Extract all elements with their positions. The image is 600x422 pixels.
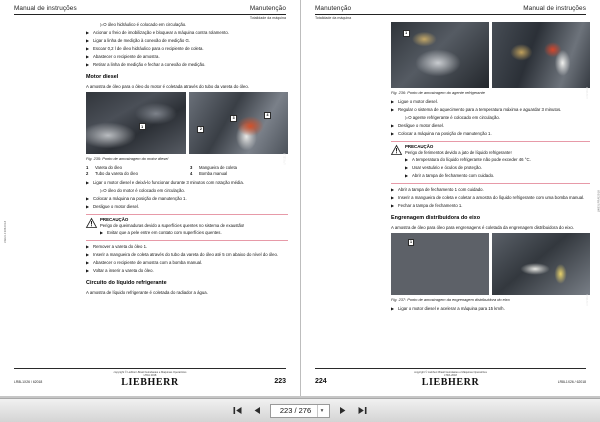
bullet-list-after-caution-right xyxy=(391,187,590,208)
bullet-text: Ligar a linha de medição à conexão de medição G. xyxy=(93,38,190,43)
bullet-marker: ▶ xyxy=(391,202,395,208)
bullet-text: Desligue o motor diesel. xyxy=(398,123,445,128)
bullet-text: Abrir a tampa de fechamento 1 com cuidado. xyxy=(398,186,484,192)
header-rule xyxy=(14,14,286,15)
list-item xyxy=(86,54,288,59)
copyright-line-1: copyright © Liebherr-Brasil Guindastes e Máquinas Operatrizes xyxy=(414,371,487,374)
caution-box-left-page xyxy=(86,214,288,240)
figure-caption-236: Fig. 236: Ponto de amostragem do agente refrigerante xyxy=(391,90,485,95)
bullet-marker: ▷ xyxy=(405,115,409,121)
bullet-marker: ▶ xyxy=(405,172,409,178)
list-item xyxy=(391,187,590,192)
list-item xyxy=(86,180,288,185)
legend-item xyxy=(190,171,288,176)
list-item xyxy=(86,260,288,265)
motor-diesel-photo-left xyxy=(86,92,186,154)
copyright-line-2: LTDA 2018 xyxy=(143,374,157,378)
bullet-text: Voltar a inserir a vareta do óleo. xyxy=(93,267,154,273)
callout-2: 2 xyxy=(197,126,204,133)
running-header-left-page xyxy=(14,5,286,12)
agente-refrigerante-photo-right xyxy=(492,22,590,99)
photo-reference-code: LFR/10120 xyxy=(586,86,589,99)
running-subheader-right-page: Totalidade da máquina xyxy=(315,15,352,20)
bullet-list-hydraulic xyxy=(86,22,288,67)
list-item xyxy=(86,188,288,193)
viewer-toolbar xyxy=(0,398,600,422)
bullet-marker: ▶ xyxy=(391,306,395,312)
section-intro-coolant-circuit: A amostra de líquido refrigerante é coletada do radiador a água. xyxy=(86,289,208,295)
footer-rule xyxy=(14,368,286,369)
next-page-icon[interactable] xyxy=(335,403,350,418)
running-header-right-page xyxy=(315,5,586,12)
bullet-text: A temperatura do líquido refrigerante não pode exceder 46 °C. xyxy=(412,156,531,162)
liebherr-logo: LIEBHERR xyxy=(121,377,179,388)
bullet-text: Usar vestuário e óculos de proteção. xyxy=(412,164,482,170)
content-column-right xyxy=(391,20,590,314)
running-header-right-text: Manutenção xyxy=(249,5,286,12)
copyright-line-1: copyright © Liebherr-Brasil Guindastes e Máquinas Operatrizes xyxy=(113,371,187,374)
list-item xyxy=(405,157,590,162)
bullet-text: Desligue o motor diesel. xyxy=(93,203,140,209)
callout-1: 1 xyxy=(408,239,415,246)
bullet-marker: ▶ xyxy=(391,107,395,113)
list-item xyxy=(391,99,590,104)
document-number-left: LR8L1X26 / 62018 xyxy=(14,380,43,384)
bullet-marker: ▶ xyxy=(391,194,395,200)
bullet-text: Abastecer o recipiente de amostra com a bomba manual. xyxy=(93,259,203,265)
caution-text: Perigo de queimaduras devido a superfícies quentes no sistema de exaustão! xyxy=(100,222,245,228)
list-item xyxy=(86,204,288,209)
running-header-right-text: Manual de instruções xyxy=(523,5,586,12)
legend-label: Mangueira de coleta xyxy=(199,165,237,171)
agente-refrigerante-photo-left xyxy=(391,22,489,88)
pdf-page-left[interactable] xyxy=(0,0,300,396)
pdf-page-right[interactable] xyxy=(300,0,600,396)
section-heading-axle-gear: Engrenagem distribuidora do eixo xyxy=(391,215,481,222)
bullet-text: Remover a vareta do óleo 1. xyxy=(93,243,148,249)
first-page-icon[interactable] xyxy=(230,403,245,418)
list-item xyxy=(405,165,590,170)
bullet-text: Inserir a mangueira de coleta e coletar a amostra do líquido refrigerante com uma bomba manual. xyxy=(398,194,585,200)
page-footer-left xyxy=(14,368,286,389)
bullet-text: Regular o sistema de aquecimento para a temperatura máxima e aguardar 3 minutos. xyxy=(398,107,562,112)
bullet-text: O óleo do motor é colocado em circulação. xyxy=(103,187,185,193)
page-footer-right xyxy=(315,368,586,389)
bullet-text: O agente refrigerante é colocado em circulação. xyxy=(408,115,500,120)
list-item xyxy=(391,306,590,311)
figure-caption-235: Fig. 235: Ponto de amostragem do motor diesel xyxy=(86,156,169,162)
side-document-code-right: LWE/LFR/62018 xyxy=(597,190,600,213)
bullet-list-after-figure-235 xyxy=(86,180,288,209)
chevron-down-icon[interactable]: ▾ xyxy=(317,405,326,417)
engrenagem-distribuidora-photo-right xyxy=(492,233,590,306)
bullet-text: Fechar a tampa de fechamento 1. xyxy=(398,202,463,208)
section-heading-motor-diesel: Motor diesel xyxy=(86,74,119,81)
copyright-line-2: LTDA 2018 xyxy=(444,374,457,378)
caution-title: PRECAUÇÃO xyxy=(405,144,434,150)
bullet-marker: ▶ xyxy=(100,229,104,235)
caution-text: Perigo de ferimentos devido a jato de líquido refrigerante! xyxy=(405,149,512,155)
page-indicator-value: 223 / 276 xyxy=(279,406,312,415)
bullet-marker: ▶ xyxy=(391,123,395,129)
prev-page-icon[interactable] xyxy=(250,403,265,418)
side-document-code-left: LWE/LFR/62018 xyxy=(4,220,7,243)
engrenagem-distribuidora-photo-left xyxy=(391,233,489,295)
section-intro-axle-gear: A amostra de óleo para óleo para engrenagens é coletada da engrenagem distribuidora do eixo. xyxy=(391,224,574,230)
callout-1: 1 xyxy=(403,30,410,37)
bullet-marker: ▶ xyxy=(86,180,90,185)
bullet-marker: ▶ xyxy=(86,259,90,265)
figure-legend-235 xyxy=(86,165,288,176)
bullet-marker: ▶ xyxy=(391,186,395,192)
callout-4: 4 xyxy=(264,112,271,119)
bullet-text: Ligar o motor diesel e acelerar a máquina para 15 km/h. xyxy=(398,306,505,312)
bullet-marker: ▶ xyxy=(405,164,409,170)
list-item xyxy=(391,123,590,128)
photo-reference-code: LFR/10119 xyxy=(284,152,287,165)
callout-1: 1 xyxy=(139,123,146,130)
motor-diesel-photo-right xyxy=(189,92,289,165)
bullet-text: Retirar a linha de medição e fechar a conexão de medição. xyxy=(93,62,206,67)
bullet-text: Inserir a mangueira de coleta através do tubo da vareta do óleo até 5 cm abaixo do nível do óleo. xyxy=(93,251,279,257)
list-item xyxy=(86,252,288,257)
content-column-left xyxy=(86,22,288,298)
running-header-left-text: Manual de instruções xyxy=(14,5,77,12)
warning-triangle-icon xyxy=(86,218,97,228)
list-item xyxy=(86,46,288,51)
figure-caption-237: Fig. 237: Ponto de amostragem da engrenagem distribuidora do eixo xyxy=(391,297,510,303)
warning-triangle-icon xyxy=(391,145,402,155)
list-item xyxy=(86,244,288,249)
bullet-marker: ▷ xyxy=(100,22,104,28)
list-item xyxy=(100,230,288,235)
caution-title: PRECAUÇÃO xyxy=(100,217,129,223)
bullet-marker: ▶ xyxy=(405,156,409,162)
bullet-marker: ▶ xyxy=(86,267,90,273)
last-page-icon[interactable] xyxy=(355,403,370,418)
list-item xyxy=(86,22,288,27)
legend-label: Vareta do óleo xyxy=(95,165,122,171)
bullet-marker: ▶ xyxy=(391,131,395,137)
running-header-left-text: Manutenção xyxy=(315,5,352,12)
bullet-marker: ▶ xyxy=(86,54,90,60)
list-item xyxy=(391,107,590,112)
caution-bottom-rule xyxy=(391,183,590,184)
bullet-marker: ▶ xyxy=(86,30,90,36)
bullet-text: Ligue o motor diesel. xyxy=(398,99,438,104)
bullet-marker: ▶ xyxy=(86,62,90,68)
list-item xyxy=(86,196,288,201)
bullet-marker: ▶ xyxy=(86,204,90,209)
liebherr-logo: LIEBHERR xyxy=(421,377,480,388)
bullet-marker: ▶ xyxy=(86,46,90,52)
list-item xyxy=(86,38,288,43)
bullet-text: Escoar 0,2 l de óleo hidráulico para o recipiente de coleta. xyxy=(93,46,204,51)
header-rule xyxy=(315,14,586,15)
list-item xyxy=(391,203,590,208)
list-item xyxy=(391,115,590,120)
bullet-text: O óleo hidráulico é colocado em circulação. xyxy=(103,22,187,27)
bullet-text: Colocar a máquina na posição de manutenção 1. xyxy=(93,195,187,201)
bullet-text: Ligar o motor diesel e deixá-lo funcionar durante 3 minutos com rotação média. xyxy=(93,179,244,185)
bullet-marker: ▶ xyxy=(86,38,90,44)
bullet-list-coolant xyxy=(391,99,590,136)
document-number-right: LR8L1X26 / 62018 xyxy=(557,380,586,384)
list-item xyxy=(86,30,288,35)
legend-number: 4 xyxy=(190,170,193,176)
callout-3: 3 xyxy=(230,115,237,122)
caution-box-right-page xyxy=(391,141,590,183)
section-heading-coolant-circuit: Circuito do líquido refrigerante xyxy=(86,280,167,287)
caution-top-rule xyxy=(391,141,590,142)
bullet-marker: ▶ xyxy=(391,99,395,105)
running-subheader-left-page: Totalidade da máquina xyxy=(249,15,286,20)
section-intro-motor-diesel: A amostra de óleo para o óleo do motor é coletada através do tubo da vareta do óleo. xyxy=(86,83,249,89)
bullet-marker: ▶ xyxy=(86,251,90,257)
list-item xyxy=(391,195,590,200)
legend-label: Tubo da vareta do óleo xyxy=(95,170,138,176)
legend-label: Bomba manual xyxy=(199,170,228,176)
bullet-text: Colocar a máquina na posição de manutenção 1. xyxy=(398,131,492,136)
bullet-text: Abrir a tampa de fechamento com cuidado. xyxy=(412,172,495,178)
bullet-marker: ▶ xyxy=(86,196,90,201)
list-item xyxy=(391,131,590,136)
photo-reference-code: LFR/10121 xyxy=(586,293,589,306)
footer-rule xyxy=(315,368,586,369)
bullet-marker: ▶ xyxy=(86,243,90,249)
legend-number: 2 xyxy=(86,170,89,176)
bullet-text: Evitar que a pele entre em contato com superfícies quentes. xyxy=(107,229,222,235)
legend-item xyxy=(86,171,184,176)
page-number-input[interactable] xyxy=(270,404,330,418)
list-item xyxy=(86,268,288,273)
bullet-text: Acionar o freio de imobilização e bloquear a máquina contra rolamento. xyxy=(93,30,229,35)
list-item xyxy=(86,62,288,67)
bullet-list-after-caution-left xyxy=(86,244,288,273)
bullet-marker: ▷ xyxy=(100,188,104,193)
caution-bottom-rule xyxy=(86,240,288,241)
page-number-left: 223 xyxy=(274,378,286,385)
legend-number: 1 xyxy=(86,165,89,171)
list-item xyxy=(405,173,590,178)
bullet-text: Abastecer o recipiente de amostra. xyxy=(93,54,160,59)
legend-number: 3 xyxy=(190,165,193,171)
page-number-right: 224 xyxy=(315,378,327,385)
caution-top-rule xyxy=(86,214,288,215)
